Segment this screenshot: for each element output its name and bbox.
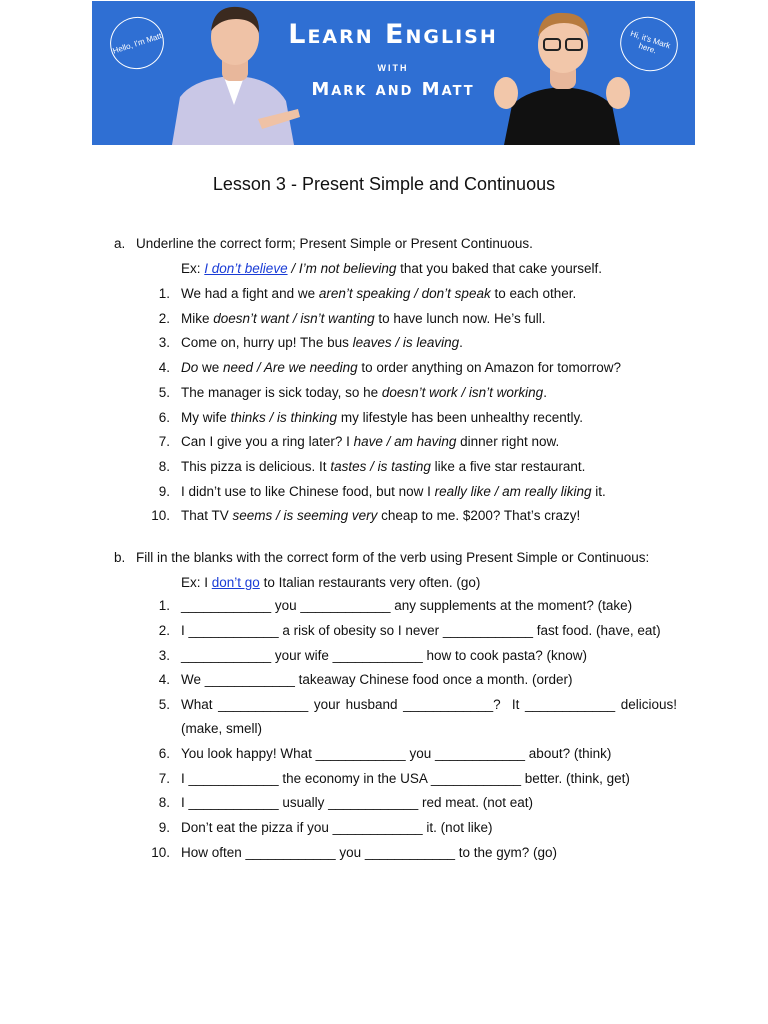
list-item — [181, 335, 463, 350]
choice-options[interactable]: tastes / is tasting — [330, 459, 431, 474]
example-rest: to Italian restaurants very often. (go) — [259, 575, 481, 590]
choice-options[interactable]: doesn’t work / isn’t working — [381, 385, 544, 400]
item-number: 6. — [158, 410, 170, 425]
item-word: husband — [345, 697, 398, 712]
item-word: ____________ — [218, 697, 309, 712]
section-a-heading — [114, 236, 714, 254]
item-number: 7. — [158, 771, 170, 786]
item-number: 10. — [151, 845, 170, 860]
list-item — [181, 360, 621, 375]
item-text: My wife — [181, 410, 231, 425]
item-text: dinner right now. — [456, 434, 560, 449]
header-banner — [92, 1, 695, 145]
item-text: cheap to me. $200? That’s crazy! — [377, 508, 581, 523]
list-item — [181, 484, 606, 499]
choice-options[interactable]: have / am having — [353, 434, 457, 449]
section-b-heading — [114, 550, 714, 568]
speech-bubble-left: Hello, I'm Matt — [103, 10, 170, 76]
choice-options[interactable]: seems / is seeming very — [232, 508, 378, 523]
item-text: I didn’t use to like Chinese food, but now I — [181, 484, 435, 499]
item-continuation: (make, smell) — [181, 721, 263, 736]
item-number: 5. — [158, 697, 170, 712]
fill-blank-item[interactable]: How often ____________ you ____________ to the gym? (go) — [181, 845, 558, 860]
item-number: 3. — [158, 648, 170, 663]
item-word: ____________? — [403, 697, 501, 712]
choice-options[interactable]: aren’t speaking / don’t speak — [318, 286, 491, 301]
item-text: We had a fight and we — [181, 286, 319, 301]
section-a-example — [181, 261, 602, 276]
item-number: 4. — [158, 672, 170, 687]
list-item — [181, 459, 585, 474]
item-number: 4. — [158, 360, 170, 375]
item-text: we — [198, 360, 224, 375]
item-number: 8. — [158, 459, 170, 474]
list-item — [181, 434, 559, 449]
choice-options[interactable]: really like / am really liking — [434, 484, 592, 499]
item-number: 2. — [158, 311, 170, 326]
fill-blank-item[interactable]: ____________ your wife ____________ how to cook pasta? (know) — [181, 648, 588, 663]
item-number: 3. — [158, 335, 170, 350]
item-text: my lifestyle has been unhealthy recently. — [337, 410, 583, 425]
choice-options[interactable]: thinks / is thinking — [230, 410, 338, 425]
item-text: This pizza is delicious. It — [181, 459, 331, 474]
item-word: ____________ — [524, 697, 616, 712]
item-text: to order anything on Amazon for tomorrow? — [357, 360, 622, 375]
banner-title-with: WITH — [377, 63, 409, 73]
example-prefix: Ex: I — [181, 575, 212, 590]
fill-blank-item[interactable]: I ____________ the economy in the USA ____________ better. (think, get) — [181, 771, 630, 786]
fill-blank-item[interactable] — [181, 697, 677, 712]
fill-blank-item[interactable]: I ____________ a risk of obesity so I never ____________ fast food. (have, eat) — [181, 623, 661, 638]
item-number: 8. — [158, 795, 170, 810]
section-b-marker: b. — [114, 550, 126, 565]
item-text: Can I give you a ring later? I — [181, 434, 354, 449]
item-number: 9. — [158, 484, 170, 499]
item-text: . — [459, 335, 463, 350]
banner-title: Learn English — [288, 19, 498, 50]
item-number: 1. — [158, 598, 170, 613]
speech-bubble-right: Hi, it's Mark here. — [613, 9, 685, 78]
section-b-instruction: Fill in the blanks with the correct form of the verb using Present Simple or Continuous: — [136, 550, 650, 565]
list-item — [181, 508, 580, 523]
fill-blank-item[interactable]: You look happy! What ____________ you ____________ about? (think) — [181, 746, 612, 761]
item-number: 1. — [158, 286, 170, 301]
item-word: delicious! — [620, 697, 677, 712]
item-number: 5. — [158, 385, 170, 400]
item-word: your — [313, 697, 341, 712]
choice-options[interactable]: need / Are we needing — [223, 360, 358, 375]
item-number: 6. — [158, 746, 170, 761]
choice-options[interactable]: doesn’t want / isn’t wanting — [213, 311, 375, 326]
fill-blank-item[interactable]: Don’t eat the pizza if you ____________ it. (not like) — [181, 820, 493, 835]
choice-options[interactable]: Do — [181, 360, 199, 375]
item-text: to have lunch now. He’s full. — [374, 311, 546, 326]
list-item — [181, 286, 576, 301]
item-text: That TV — [181, 508, 233, 523]
example-answer-link[interactable]: I don’t believe — [204, 261, 288, 276]
item-number: 2. — [158, 623, 170, 638]
example-answer-link[interactable]: don’t go — [211, 575, 260, 590]
example-rest: that you baked that cake yourself. — [396, 261, 603, 276]
item-word: It — [511, 697, 520, 712]
section-b-example — [181, 575, 480, 590]
section-a-marker: a. — [114, 236, 126, 251]
list-item — [181, 385, 547, 400]
item-text: Mike — [181, 311, 214, 326]
item-text: The manager is sick today, so he — [181, 385, 382, 400]
item-number: 10. — [151, 508, 170, 523]
lesson-title: Lesson 3 - Present Simple and Continuous — [212, 174, 556, 194]
banner-subtitle: Mark and Matt — [311, 79, 475, 100]
item-text: . — [543, 385, 547, 400]
item-text: like a five star restaurant. — [430, 459, 586, 474]
fill-blank-item[interactable]: I ____________ usually ____________ red meat. (not eat) — [181, 795, 534, 810]
item-text: to each other. — [490, 286, 577, 301]
list-item — [181, 410, 583, 425]
fill-blank-item[interactable]: We ____________ takeaway Chinese food once a month. (order) — [181, 672, 573, 687]
item-text: Come on, hurry up! The bus — [181, 335, 353, 350]
list-item — [181, 311, 545, 326]
choice-options[interactable]: leaves / is leaving — [352, 335, 460, 350]
example-alt: / I’m not believing — [287, 261, 397, 276]
item-word: What — [181, 697, 213, 712]
item-text: it. — [591, 484, 606, 499]
fill-blank-item[interactable]: ____________ you ____________ any supplements at the moment? (take) — [181, 598, 633, 613]
item-number: 7. — [158, 434, 170, 449]
item-number: 9. — [158, 820, 170, 835]
example-prefix: Ex: — [181, 261, 205, 276]
section-a-instruction: Underline the correct form; Present Simple or Present Continuous. — [136, 236, 533, 251]
